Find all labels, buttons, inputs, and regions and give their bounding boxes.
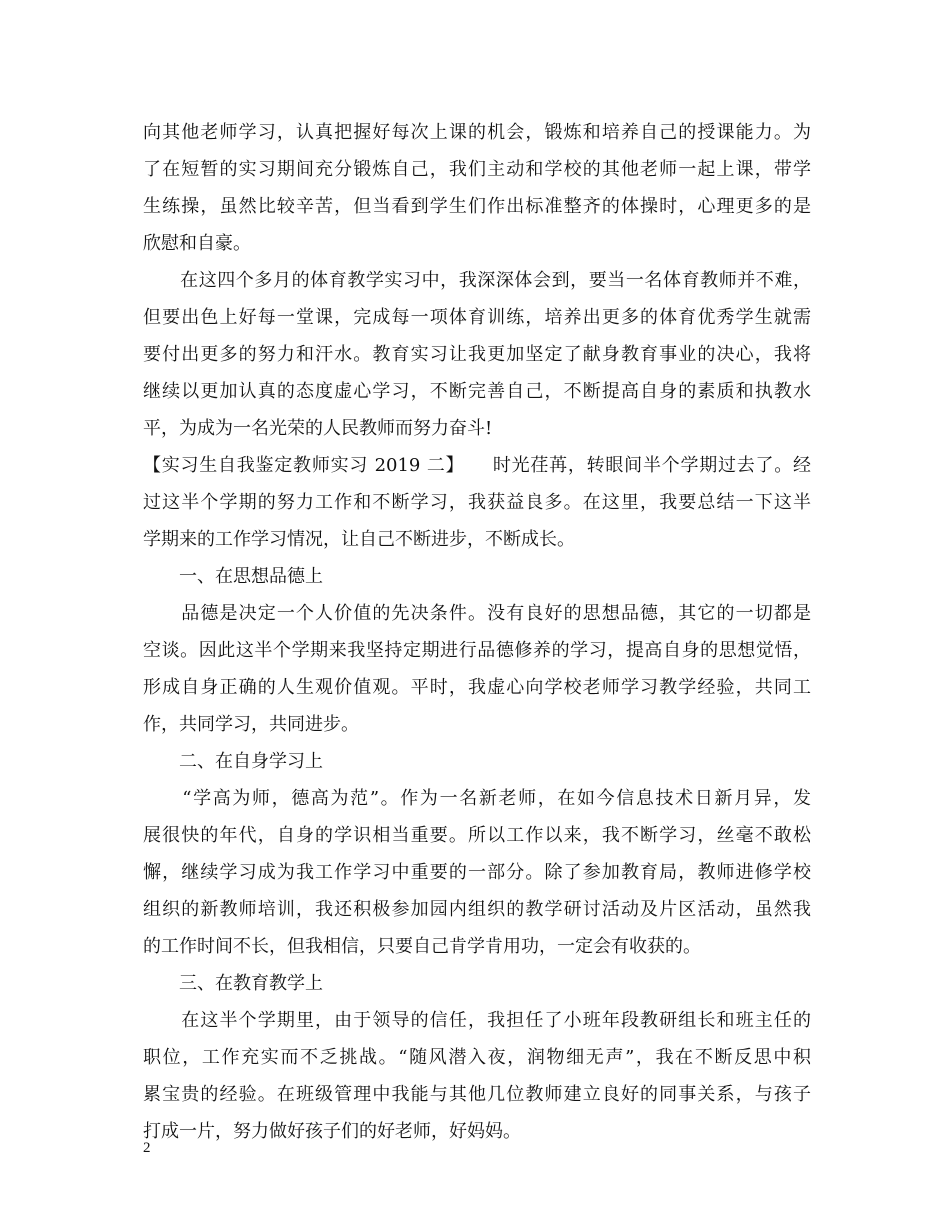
text-line: 累宝贵的经验。在班级管理中我能与其他几位教师建立良好的同事关系，与孩子 <box>143 1084 811 1105</box>
text-line: 继续以更加认真的态度虚心学习，不断完善自己，不断提高自身的素质和执教水 <box>143 381 811 402</box>
text-line: 作，共同学习，共同进步。 <box>143 714 359 735</box>
text-line: 形成自身正确的人生观价值观。平时，我虚心向学校老师学习教学经验，共同工 <box>143 677 811 698</box>
subheading-self-study: 二、在自身学习上 <box>143 751 323 772</box>
text-line: 向其他老师学习，认真把握好每次上课的机会，锻炼和培养自己的授课能力。为 <box>143 122 811 143</box>
section-title-line: 【实习生自我鉴定教师实习 2019 二】 时光荏苒，转眼间半个学期过去了。经 <box>143 455 811 476</box>
text-line: 平，为成为一名光荣的人民教师而努力奋斗! <box>143 418 493 439</box>
text-line: 在这半个学期里，由于领导的信任，我担任了小班年段教研组长和班主任的 <box>143 1010 811 1031</box>
page-number: 2 <box>143 1140 151 1156</box>
subheading-ideology: 一、在思想品德上 <box>143 566 323 587</box>
text-line: 学期来的工作学习情况，让自己不断进步，不断成长。 <box>143 529 575 550</box>
text-line: 打成一片，努力做好孩子们的好老师，好妈妈。 <box>143 1121 521 1142</box>
text-line: 组织的新教师培训，我还积极参加园内组织的教学研讨活动及片区活动，虽然我 <box>143 899 811 920</box>
text-line: 了在短暂的实习期间充分锻炼自己，我们主动和学校的其他老师一起上课，带学 <box>143 159 811 180</box>
text-line: 懈，继续学习成为我工作学习中重要的一部分。除了参加教育局，教师进修学校 <box>143 862 811 883</box>
text-line: 生练操，虽然比较辛苦，但当看到学生们作出标准整齐的体操时，心理更多的是 <box>143 196 811 217</box>
text-line: 要付出更多的努力和汗水。教育实习让我更加坚定了献身教育事业的决心，我将 <box>143 344 811 365</box>
text-line: 的工作时间不长，但我相信，只要自己肯学肯用功，一定会有收获的。 <box>143 936 701 957</box>
subheading-teaching: 三、在教育教学上 <box>143 973 323 994</box>
text-line: 品德是决定一个人价值的先决条件。没有良好的思想品德，其它的一切都是 <box>143 603 811 624</box>
text-line: 空谈。因此这半个学期来我坚持定期进行品德修养的学习，提高自身的思想觉悟， <box>143 640 811 661</box>
text-line: 展很快的年代，自身的学识相当重要。所以工作以来，我不断学习，丝毫不敢松 <box>143 825 811 846</box>
text-line: 过这半个学期的努力工作和不断学习，我获益良多。在这里，我要总结一下这半 <box>143 492 811 513</box>
text-line: “学高为师，德高为范”。作为一名新老师，在如今信息技术日新月异，发 <box>143 788 811 809</box>
text-line: 职位，工作充实而不乏挑战。“随风潜入夜，润物细无声”，我在不断反思中积 <box>143 1047 811 1068</box>
text-line: 在这四个多月的体育教学实习中，我深深体会到，要当一名体育教师并不难， <box>143 270 811 291</box>
text-line: 欣慰和自豪。 <box>143 233 251 254</box>
text-line: 但要出色上好每一堂课，完成每一项体育训练，培养出更多的体育优秀学生就需 <box>143 307 811 328</box>
